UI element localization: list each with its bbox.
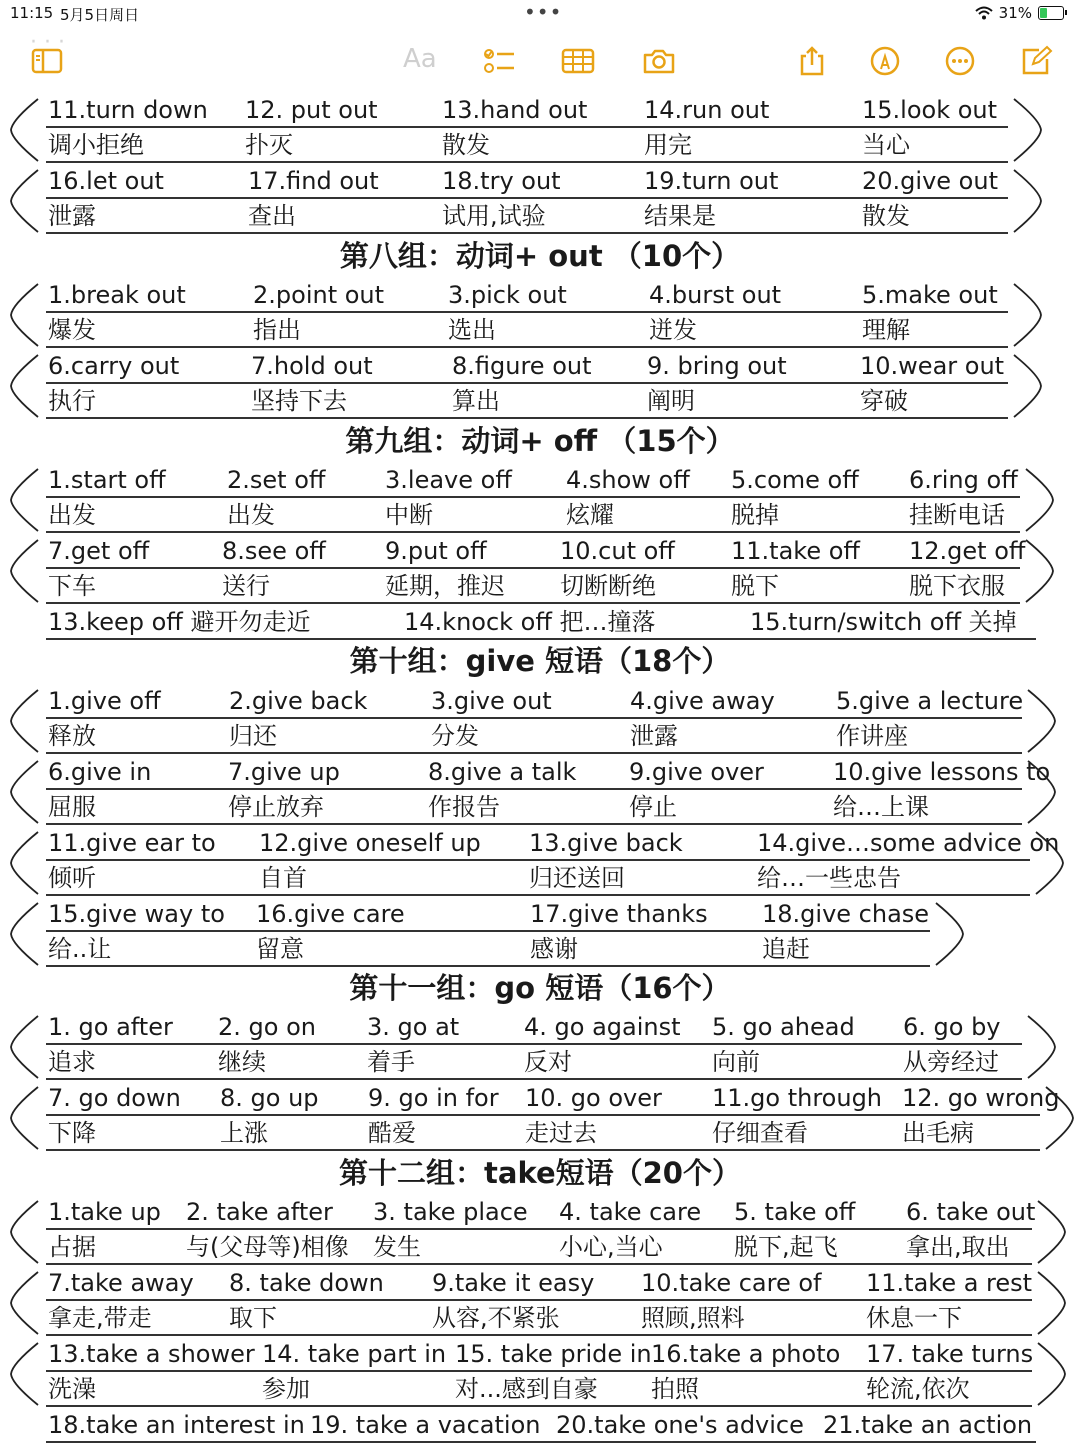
phrase-cn: 脱下,起飞 (734, 1233, 838, 1261)
phrase-cn: 释放 (48, 722, 96, 750)
phrase-en: 14.give…some advice on (757, 829, 1060, 857)
phrase-en: 1. go after (48, 1013, 173, 1041)
phrase-en: 9. bring out (647, 352, 787, 380)
underline-rule (46, 1405, 1032, 1407)
underline-rule (46, 1370, 1032, 1372)
left-bracket (8, 901, 44, 967)
phrase-en: 11.take off (731, 537, 860, 565)
phrase-en: 17.give thanks (530, 900, 708, 928)
phrase-en: 12.give oneself up (259, 829, 481, 857)
phrase-en: 15.look out (862, 96, 998, 124)
left-bracket (8, 538, 44, 604)
phrase-cn: 占据 (48, 1233, 96, 1261)
underline-rule (46, 346, 1008, 348)
phrase-cn: 追赶 (762, 935, 810, 963)
phrase-cn: 上涨 (220, 1119, 268, 1147)
phrase-en: 1.take up (48, 1198, 161, 1226)
phrase-en: 9.give over (629, 758, 764, 786)
phrase-en: 6. go by (903, 1013, 1001, 1041)
underline-rule (46, 531, 1020, 533)
underline-rule (46, 232, 1008, 234)
phrase-extra: 15.turn/switch off 关掉 (750, 608, 1017, 636)
underline-rule (46, 417, 1008, 419)
phrase-en: 7. go down (48, 1084, 181, 1112)
phrase-en: 11.turn down (48, 96, 208, 124)
phrase-cn: 散发 (862, 202, 910, 230)
phrase-extra: 13.keep off 避开勿走近 (48, 608, 311, 636)
phrase-cn: 作报告 (428, 793, 500, 821)
phrase-en: 17. take turns (866, 1340, 1034, 1368)
phrase-cn: 穿破 (860, 387, 908, 415)
phrase-cn: 爆发 (48, 316, 96, 344)
phrase-en: 4. go against (524, 1013, 681, 1041)
underline-rule (46, 1078, 1022, 1080)
phrase-cn: 查出 (248, 202, 296, 230)
phrase-en: 1.break out (48, 281, 186, 309)
phrase-cn: 与(父母等)相像 (186, 1233, 349, 1261)
phrase-en: 12. put out (245, 96, 378, 124)
right-bracket (1032, 1270, 1068, 1336)
phrase-en: 11.take a rest (866, 1269, 1033, 1297)
phrase-cn: 作讲座 (836, 722, 908, 750)
underline-rule (46, 1149, 1040, 1151)
right-bracket (1020, 538, 1056, 604)
phrase-extra: 14.knock off 把…撞落 (404, 608, 656, 636)
phrase-en: 10. go over (525, 1084, 662, 1112)
phrase-en: 9. go in for (368, 1084, 499, 1112)
phrase-cn: 留意 (256, 935, 304, 963)
phrase-en: 18.give chase (762, 900, 930, 928)
phrase-cn: 调小拒绝 (48, 131, 144, 159)
underline-rule (46, 602, 1020, 604)
phrase-cn: 继续 (218, 1048, 266, 1076)
phrase-cn: 用完 (644, 131, 692, 159)
phrase-cn: 中断 (385, 501, 433, 529)
phrase-en: 17.find out (248, 167, 379, 195)
phrase-cn: 从旁经过 (903, 1048, 999, 1076)
underline-rule (46, 965, 930, 967)
phrase-en: 14. take part in (262, 1340, 447, 1368)
underline-rule (46, 161, 1008, 163)
phrase-en: 16.let out (48, 167, 164, 195)
phrase-cn: 挂断电话 (909, 501, 1005, 529)
right-bracket (1008, 282, 1044, 348)
phrase-en: 15. take pride in (455, 1340, 652, 1368)
phrase-en: 20.give out (862, 167, 998, 195)
phrase-en: 18.try out (442, 167, 561, 195)
phrase-cn: 洗澡 (48, 1375, 96, 1403)
phrase-en: 5.come off (731, 466, 859, 494)
underline-rule (46, 1299, 1032, 1301)
phrase-en: 1.start off (48, 466, 166, 494)
phrase-cn: 出毛病 (902, 1119, 974, 1147)
phrase-cn: 给..让 (48, 935, 112, 963)
right-bracket (1030, 830, 1066, 896)
phrase-en: 11.go through (712, 1084, 883, 1112)
phrase-cn: 拿出,取出 (906, 1233, 1010, 1261)
phrase-cn: 当心 (862, 131, 910, 159)
phrase-en: 12.get off (909, 537, 1026, 565)
phrase-en: 4. take care (559, 1198, 702, 1226)
left-bracket (8, 282, 44, 348)
right-bracket (930, 901, 966, 967)
phrase-cn: 参加 (262, 1375, 310, 1403)
phrase-en: 7.get off (48, 537, 150, 565)
phrase-en: 5.give a lecture (836, 687, 1024, 715)
phrase-cn: 反对 (524, 1048, 572, 1076)
phrase-en: 10.cut off (560, 537, 675, 565)
phrase-en: 8.see off (222, 537, 326, 565)
phrase-cn: 泄露 (630, 722, 678, 750)
battery-percent: 31% (998, 4, 1032, 22)
phrase-en: 10.take care of (641, 1269, 822, 1297)
phrase-cn: 从容,不紧张 (432, 1304, 560, 1332)
phrase-cn: 迸发 (649, 316, 697, 344)
phrase-cn: 扑灭 (245, 131, 293, 159)
left-bracket (8, 830, 44, 896)
phrase-en: 7.give up (228, 758, 340, 786)
phrase-cn: 泄露 (48, 202, 96, 230)
phrase-en: 11.give ear to (48, 829, 216, 857)
phrase-en: 3. go at (367, 1013, 460, 1041)
phrase-cn: 选出 (448, 316, 496, 344)
phrase-en: 2.give back (229, 687, 368, 715)
phrase-cn: 追求 (48, 1048, 96, 1076)
underline-rule (46, 930, 930, 932)
underline-rule (46, 197, 1008, 199)
phrase-en: 1.give off (48, 687, 161, 715)
right-bracket (1022, 1014, 1058, 1080)
phrase-cn: 照顾,照料 (641, 1304, 745, 1332)
group-title: 第九组：动词+ off （15个） (345, 424, 735, 458)
phrase-cn: 给…上课 (833, 793, 929, 821)
status-time: 11:15 (10, 4, 54, 22)
phrase-cn: 指出 (253, 316, 301, 344)
phrase-cn: 炫耀 (566, 501, 614, 529)
phrase-en: 7.hold out (251, 352, 373, 380)
multitask-dots-icon[interactable]: ••• (524, 0, 563, 24)
left-bracket (8, 97, 44, 163)
underline-rule (46, 859, 1030, 861)
left-bracket (8, 353, 44, 419)
phrase-en: 2.set off (227, 466, 326, 494)
right-bracket (1032, 1199, 1068, 1265)
phrase-cn: 脱掉 (731, 501, 779, 529)
phrase-cn: 延期，推迟 (385, 572, 505, 600)
phrase-cn: 下降 (48, 1119, 96, 1147)
phrase-cn: 阐明 (647, 387, 695, 415)
phrase-en: 13.hand out (442, 96, 588, 124)
left-bracket (8, 759, 44, 825)
phrase-extra: 21.take an action (823, 1411, 1033, 1439)
phrase-en: 13.give back (529, 829, 683, 857)
phrase-en: 6.ring off (909, 466, 1018, 494)
phrase-en: 8.give a talk (428, 758, 577, 786)
phrase-cn: 轮流,依次 (866, 1375, 970, 1403)
phrase-en: 14.run out (644, 96, 770, 124)
left-bracket (8, 1199, 44, 1265)
phrase-cn: 停止放弃 (228, 793, 324, 821)
phrase-en: 2.point out (253, 281, 385, 309)
phrase-cn: 取下 (229, 1304, 277, 1332)
underline-rule (46, 311, 1008, 313)
left-bracket (8, 1270, 44, 1336)
left-bracket (8, 1085, 44, 1151)
background-text: · · · (30, 30, 65, 55)
phrase-cn: 发生 (373, 1233, 421, 1261)
phrase-cn: 出发 (48, 501, 96, 529)
phrase-extra: 18.take an interest in (48, 1411, 305, 1439)
right-bracket (1022, 759, 1058, 825)
phrase-cn: 结果是 (644, 202, 716, 230)
phrase-cn: 拍照 (651, 1375, 699, 1403)
right-bracket (1008, 97, 1044, 163)
phrase-cn: 出发 (227, 501, 275, 529)
underline-rule (46, 788, 1022, 790)
phrase-cn: 对...感到自豪 (455, 1375, 598, 1403)
phrase-en: 4.show off (566, 466, 690, 494)
phrase-cn: 着手 (367, 1048, 415, 1076)
phrase-cn: 执行 (48, 387, 96, 415)
phrase-cn: 试用,试验 (442, 202, 546, 230)
phrase-cn: 拿走,带走 (48, 1304, 152, 1332)
phrase-en: 3.give out (431, 687, 552, 715)
phrase-en: 9.put off (385, 537, 487, 565)
phrase-en: 5.make out (862, 281, 998, 309)
phrase-en: 9.take it easy (432, 1269, 595, 1297)
phrase-extra: 19. take a vacation (310, 1411, 541, 1439)
phrase-cn: 自首 (259, 864, 307, 892)
underline-rule (46, 382, 1008, 384)
phrase-cn: 归还送回 (529, 864, 625, 892)
phrase-en: 3. take place (373, 1198, 528, 1226)
right-bracket (1020, 467, 1056, 533)
phrase-en: 16.take a photo (651, 1340, 841, 1368)
group-title: 第十一组：go 短语（16个） (349, 971, 731, 1005)
underline-rule (46, 894, 1030, 896)
right-bracket (1008, 168, 1044, 234)
underline-rule (46, 717, 1022, 719)
phrase-cn: 倾听 (48, 864, 96, 892)
phrase-cn: 脱下 (731, 572, 779, 600)
underline-rule (46, 126, 1008, 128)
phrase-cn: 送行 (222, 572, 270, 600)
left-bracket (8, 467, 44, 533)
phrase-cn: 走过去 (525, 1119, 597, 1147)
underline-rule (46, 567, 1020, 569)
phrase-en: 6. take out (906, 1198, 1036, 1226)
phrase-cn: 归还 (229, 722, 277, 750)
group-title: 第八组：动词+ out （10个） (339, 239, 741, 273)
group-title: 第十组：give 短语（18个） (349, 644, 731, 678)
phrase-en: 13.take a shower (48, 1340, 255, 1368)
phrase-cn: 酷爱 (368, 1119, 416, 1147)
status-date: 5月5日周日 (60, 6, 140, 24)
phrase-en: 5. take off (734, 1198, 856, 1226)
phrase-en: 2. go on (218, 1013, 316, 1041)
left-bracket (8, 1014, 44, 1080)
phrase-en: 5. go ahead (712, 1013, 855, 1041)
phrase-cn: 算出 (452, 387, 500, 415)
font-format-button[interactable]: Aa (403, 44, 437, 74)
underline-rule (46, 1114, 1040, 1116)
phrase-cn: 脱下衣服 (909, 572, 1005, 600)
phrase-en: 8.figure out (452, 352, 592, 380)
left-bracket (8, 1341, 44, 1407)
left-bracket (8, 168, 44, 234)
underline-rule (46, 1043, 1022, 1045)
underline-rule (46, 496, 1020, 498)
phrase-en: 3.pick out (448, 281, 567, 309)
underline-rule (46, 1228, 1032, 1230)
phrase-en: 3.leave off (385, 466, 512, 494)
phrase-cn: 小心,当心 (559, 1233, 663, 1261)
group-title: 第十二组：take短语（20个） (339, 1156, 741, 1190)
phrase-en: 19.turn out (644, 167, 779, 195)
phrase-cn: 感谢 (530, 935, 578, 963)
underline-rule (46, 823, 1022, 825)
left-bracket (8, 688, 44, 754)
phrase-cn: 理解 (862, 316, 910, 344)
phrase-cn: 仔细查看 (712, 1119, 808, 1147)
phrase-cn: 休息一下 (866, 1304, 962, 1332)
phrase-en: 6.carry out (48, 352, 180, 380)
phrase-en: 4.give away (630, 687, 775, 715)
phrase-cn: 向前 (712, 1048, 760, 1076)
phrase-en: 6.give in (48, 758, 152, 786)
underline-rule (46, 1263, 1032, 1265)
phrase-en: 16.give care (256, 900, 405, 928)
phrase-en: 10.give lessons to (833, 758, 1051, 786)
phrase-en: 15.give way to (48, 900, 225, 928)
phrase-cn: 停止 (629, 793, 677, 821)
right-bracket (1032, 1341, 1068, 1407)
phrase-en: 12. go wrong (902, 1084, 1060, 1112)
phrase-en: 8. go up (220, 1084, 319, 1112)
phrase-cn: 坚持下去 (251, 387, 347, 415)
underline-rule (46, 638, 1036, 640)
phrase-cn: 下车 (48, 572, 96, 600)
underline-rule (46, 1334, 1032, 1336)
right-bracket (1040, 1085, 1076, 1151)
phrase-en: 10.wear out (860, 352, 1005, 380)
phrase-cn: 切断断绝 (560, 572, 656, 600)
right-bracket (1022, 688, 1058, 754)
right-bracket (1008, 353, 1044, 419)
phrase-en: 8. take down (229, 1269, 384, 1297)
phrase-en: 2. take after (186, 1198, 333, 1226)
phrase-en: 7.take away (48, 1269, 194, 1297)
phrase-cn: 散发 (442, 131, 490, 159)
phrase-en: 4.burst out (649, 281, 782, 309)
phrase-cn: 给…一些忠告 (757, 864, 901, 892)
phrase-extra: 20.take one's advice (556, 1411, 804, 1439)
underline-rule (46, 752, 1022, 754)
phrase-cn: 屈服 (48, 793, 96, 821)
phrase-cn: 分发 (431, 722, 479, 750)
